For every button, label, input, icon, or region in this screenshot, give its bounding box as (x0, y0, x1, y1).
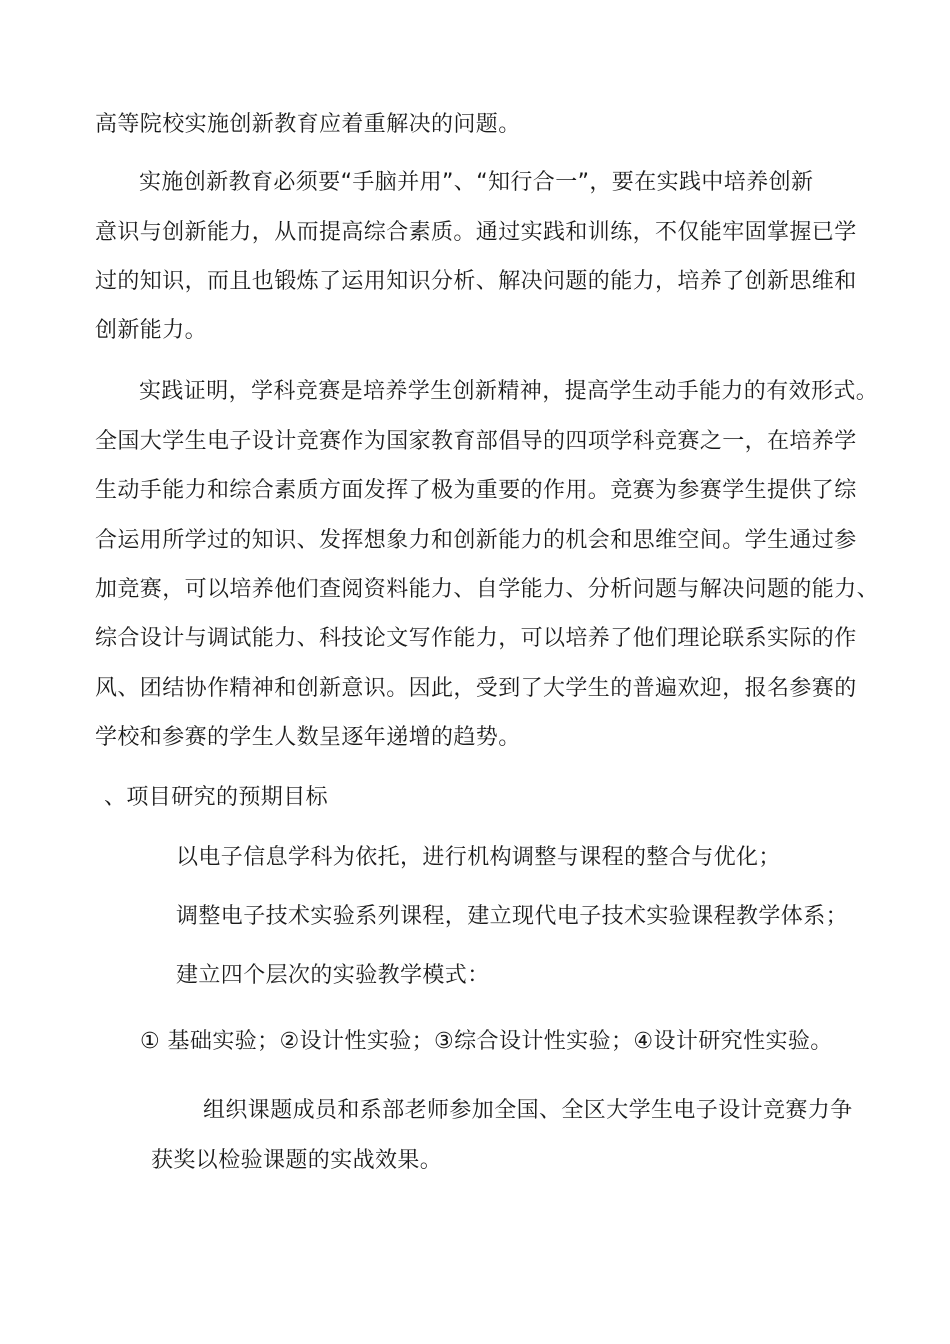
paragraph-3-line-1: 实践证明，学科竞赛是培养学生创新精神，提高学生动手能力的有效形式。 (139, 379, 879, 404)
paragraph-3-line-4: 合运用所学过的知识、发挥想象力和创新能力的机会和思维空间。学生通过参 (95, 528, 857, 553)
paragraph-2-line-3: 过的知识，而且也锻炼了运用知识分析、解决问题的能力，培养了创新思维和 (95, 269, 857, 294)
goal-item-2: 调整电子技术实验系列课程，建立现代电子技术实验课程教学体系； (176, 904, 849, 929)
paragraph-2-line-2: 意识与创新能力，从而提高综合素质。通过实践和训练，不仅能牢固掌握已学 (95, 220, 857, 245)
experiment-levels-line: ① 基础实验；②设计性实验；③综合设计性实验；④设计研究性实验。 (140, 1029, 833, 1054)
paragraph-3-line-5: 加竞赛，可以培养他们查阅资料能力、自学能力、分析问题与解决问题的能力、 (95, 577, 880, 602)
final-goal-line-1: 组织课题成员和系部老师参加全国、全区大学生电子设计竞赛力争 (203, 1098, 853, 1123)
paragraph-2-line-4: 创新能力。 (95, 318, 208, 343)
final-goal-line-2: 获奖以检验课题的实战效果。 (151, 1148, 443, 1173)
section-heading: 、项目研究的预期目标 (104, 785, 329, 810)
paragraph-1-line-1: 高等院校实施创新教育应着重解决的问题。 (95, 112, 521, 137)
goal-item-1: 以电子信息学科为依托，进行机构调整与课程的整合与优化； (176, 845, 781, 870)
paragraph-3-line-7: 风、团结协作精神和创新意识。因此，受到了大学生的普遍欢迎，报名参赛的 (95, 676, 857, 701)
paragraph-2-line-1: 实施创新教育必须要“手脑并用”、“知行合一”，要在实践中培养创新 (139, 170, 814, 195)
paragraph-3-line-2: 全国大学生电子设计竞赛作为国家教育部倡导的四项学科竞赛之一，在培养学 (95, 429, 857, 454)
paragraph-3-line-8: 学校和参赛的学生人数呈逐年递增的趋势。 (95, 725, 521, 750)
paragraph-3-line-3: 生动手能力和综合素质方面发挥了极为重要的作用。竞赛为参赛学生提供了综 (95, 478, 857, 503)
goal-item-3: 建立四个层次的实验教学模式： (176, 963, 490, 988)
paragraph-3-line-6: 综合设计与调试能力、科技论文写作能力，可以培养了他们理论联系实际的作 (95, 626, 857, 651)
